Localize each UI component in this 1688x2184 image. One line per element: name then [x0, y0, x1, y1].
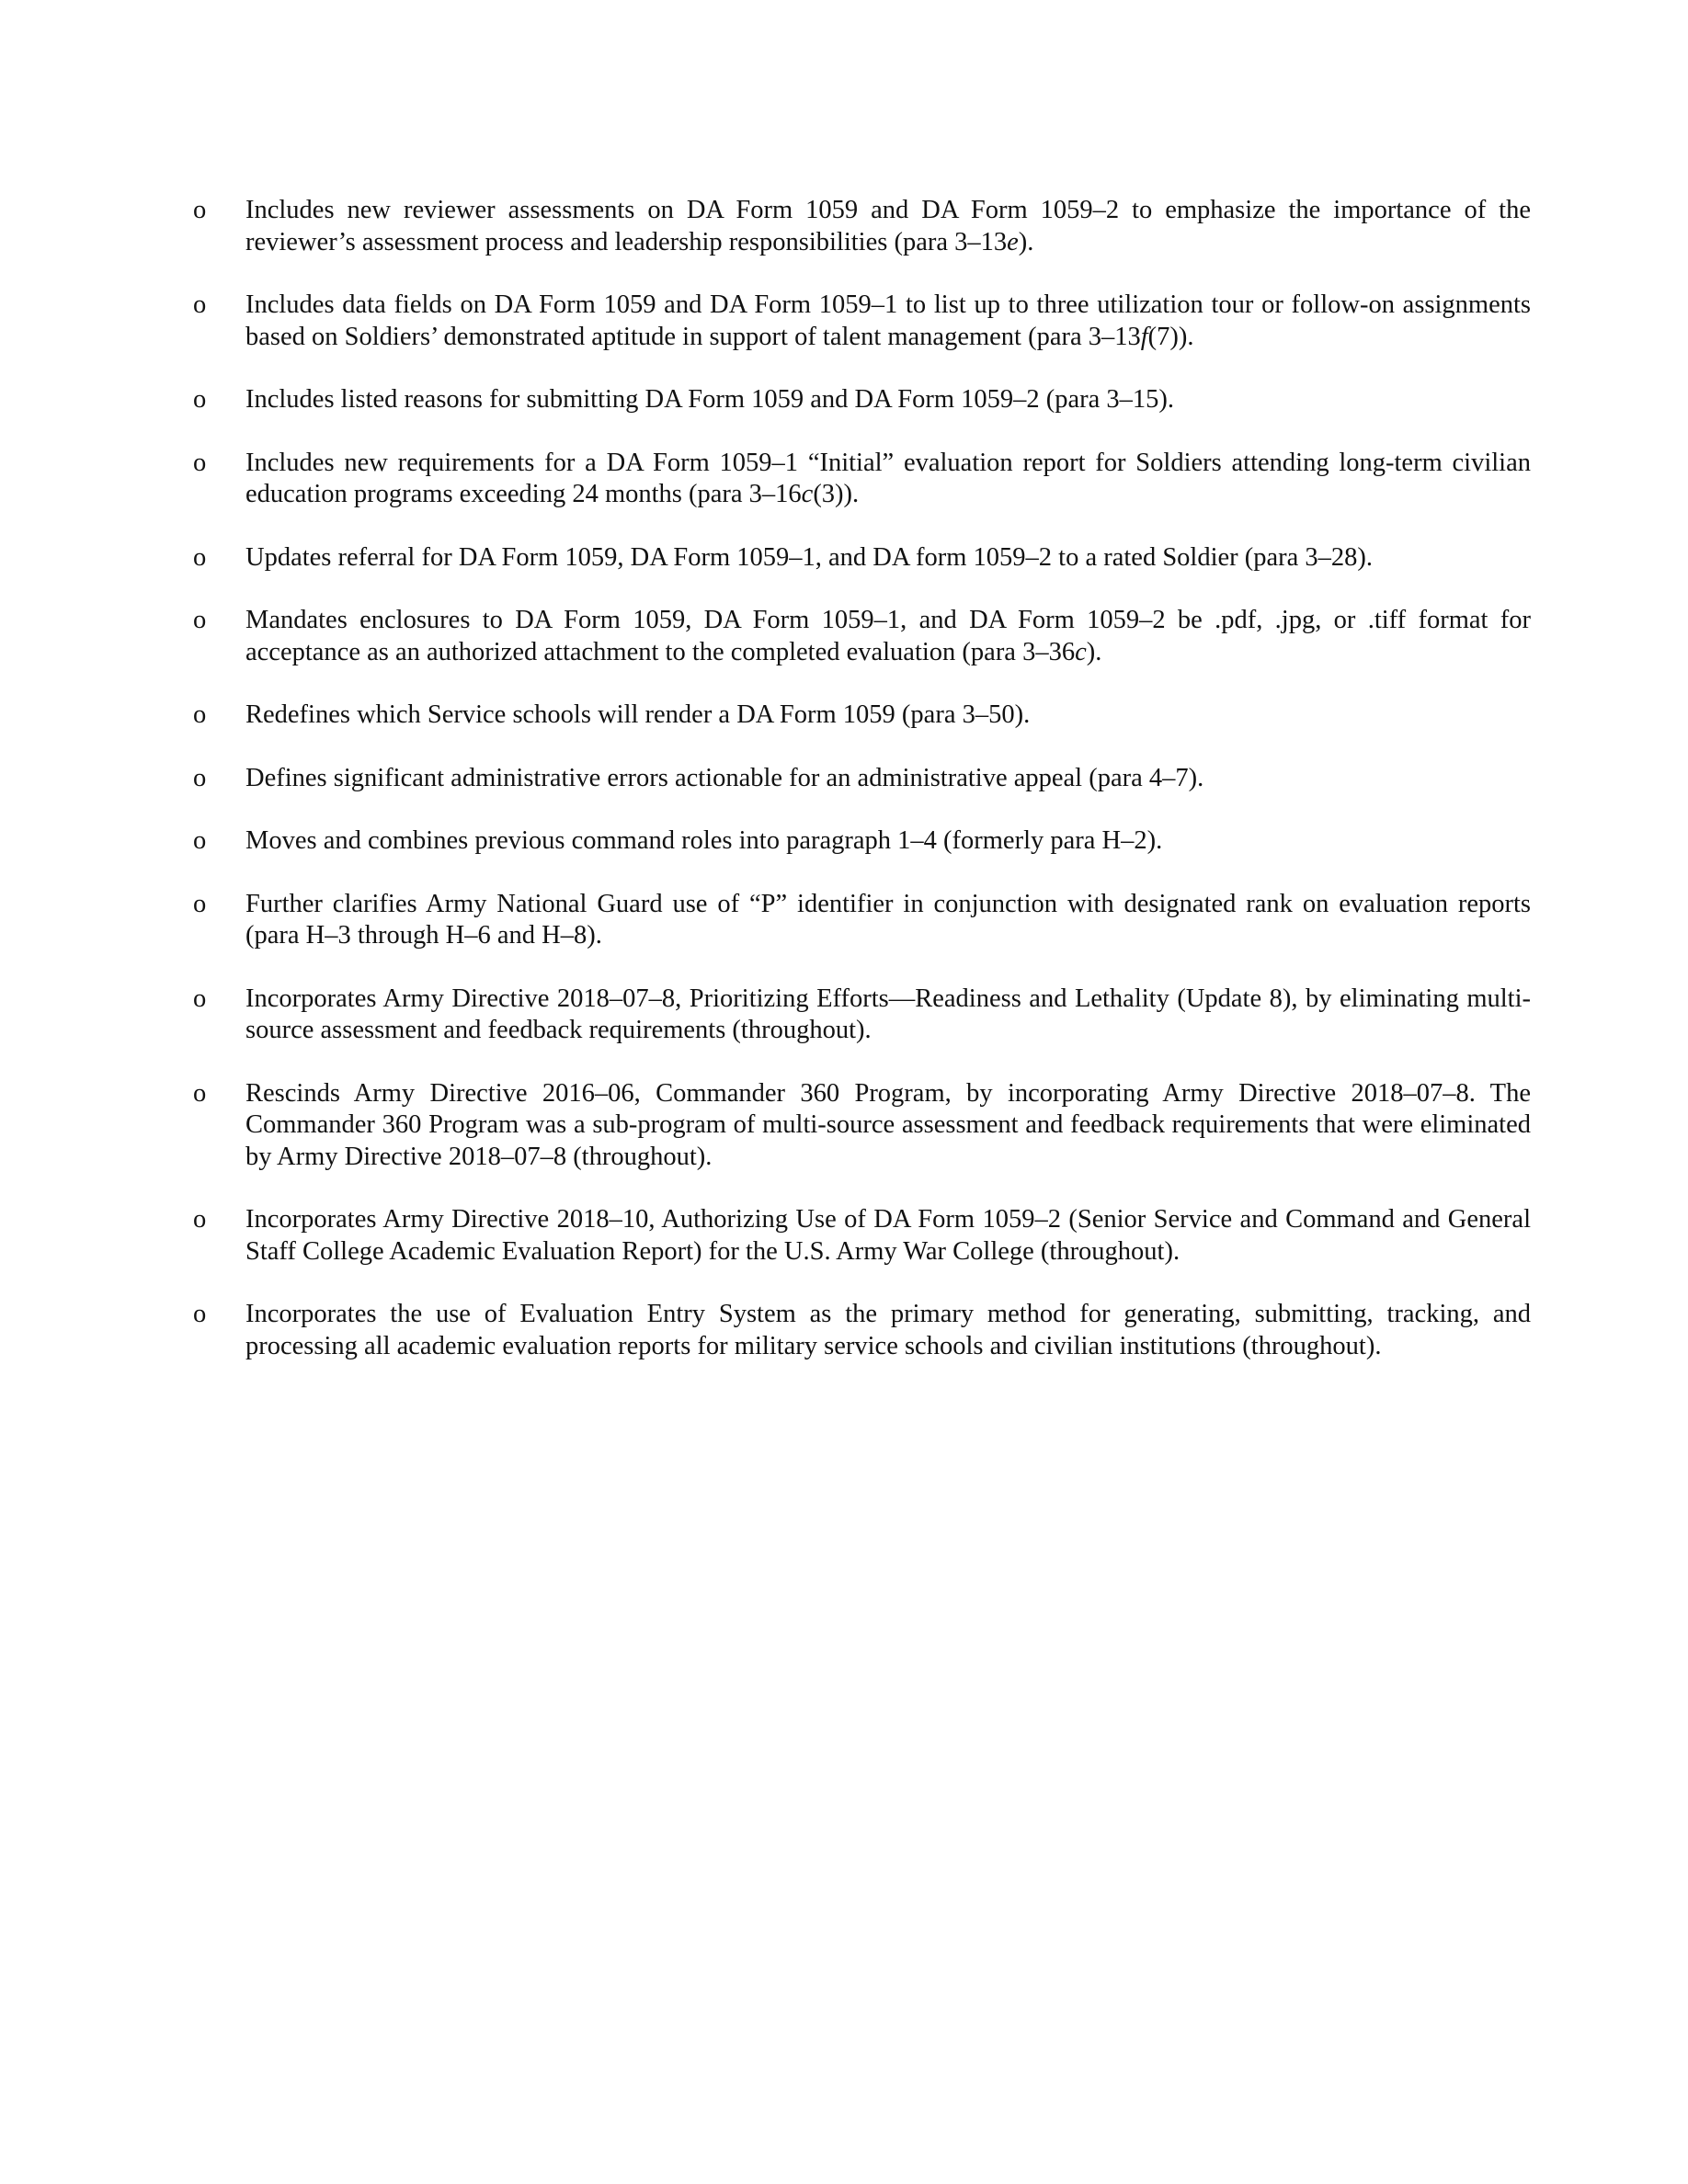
- text-run: Includes listed reasons for submitting DA Form 1059 and DA Form 1059–2 (para 3–15).: [245, 385, 1175, 414]
- list-item: [193, 1204, 1531, 1268]
- list-item-text: [245, 889, 1531, 952]
- list-item: [193, 1299, 1531, 1362]
- text-run: Rescinds Army Directive 2016–06, Commander 360 Program, by incorporating Army Directive 2018–07–8. The Commander 360 Program was a sub-program of multi-source assessment and feedback requirements that were eliminated by Army Directive 2018–07–8 (throughout).: [245, 1078, 1531, 1171]
- bullet-marker: o: [193, 1300, 207, 1328]
- bullet-marker: o: [193, 196, 207, 224]
- list-item: [193, 1078, 1531, 1174]
- bullet-marker: o: [193, 385, 207, 414]
- list-item: [193, 448, 1531, 511]
- text-run: (3)).: [813, 480, 860, 508]
- list-item: [193, 542, 1531, 574]
- italic-subparagraph-letter: c: [801, 480, 814, 508]
- italic-subparagraph-letter: f: [1140, 322, 1148, 351]
- summary-of-change-list: [193, 195, 1531, 1393]
- list-item: [193, 195, 1531, 258]
- text-run: Updates referral for DA Form 1059, DA Form 1059–1, and DA form 1059–2 to a rated Soldier (para 3–28).: [245, 542, 1374, 572]
- bullet-marker: o: [193, 448, 207, 477]
- text-run: ).: [1086, 637, 1102, 666]
- list-item: [193, 290, 1531, 353]
- text-run: (7)).: [1147, 322, 1194, 351]
- bullet-marker: o: [193, 290, 207, 319]
- bullet-marker: o: [193, 1078, 207, 1108]
- list-item-text: [245, 384, 1531, 416]
- list-item-text: [245, 195, 1531, 258]
- bullet-marker: o: [193, 984, 207, 1013]
- text-run: Moves and combines previous command roles into paragraph 1–4 (formerly para H–2).: [245, 826, 1163, 855]
- list-item-text: [245, 290, 1531, 353]
- text-run: ).: [1018, 227, 1034, 256]
- text-run: Includes new reviewer assessments on DA Form 1059 and DA Form 1059–2 to emphasize the importance of the reviewer’s assessment process and leadership responsibilities (para 3–13: [245, 196, 1531, 256]
- bullet-marker: o: [193, 606, 207, 634]
- text-run: Incorporates Army Directive 2018–07–8, Prioritizing Efforts—Readiness and Lethality (Update 8), by eliminating multi-source assessment and feedback requirements (throughout).: [245, 984, 1531, 1044]
- list-item-text: [245, 825, 1531, 858]
- text-run: Incorporates Army Directive 2018–10, Authorizing Use of DA Form 1059–2 (Senior Service and Command and General Staff College Academic Evaluation Report) for the U.S. Army War College (throughout).: [245, 1205, 1531, 1266]
- list-item: [193, 763, 1531, 795]
- list-item: [193, 889, 1531, 952]
- text-run: Further clarifies Army National Guard use of “P” identifier in conjunction with designated rank on evaluation reports (para H–3 through H–6 and H–8).: [245, 889, 1531, 950]
- list-item-text: [245, 984, 1531, 1047]
- text-run: Redefines which Service schools will render a DA Form 1059 (para 3–50).: [245, 700, 1031, 729]
- bullet-marker: o: [193, 1205, 207, 1234]
- text-run: Includes new requirements for a DA Form 1059–1 “Initial” evaluation report for Soldiers attending long-term civilian education programs exceeding 24 months (para 3–16: [245, 448, 1531, 508]
- bullet-marker: o: [193, 700, 207, 729]
- list-item-text: [245, 542, 1531, 574]
- list-item-text: [245, 700, 1531, 732]
- bullet-marker: o: [193, 542, 207, 572]
- italic-subparagraph-letter: c: [1075, 637, 1087, 666]
- text-run: Mandates enclosures to DA Form 1059, DA Form 1059–1, and DA Form 1059–2 be .pdf, .jpg, or .tiff format for acceptance as an authorized attachment to the completed evaluation (para 3–36: [245, 606, 1531, 666]
- list-item-text: [245, 1204, 1531, 1268]
- list-item-text: [245, 1078, 1531, 1174]
- list-item: [193, 384, 1531, 416]
- italic-subparagraph-letter: e: [1007, 227, 1019, 256]
- list-item: [193, 825, 1531, 858]
- list-item-text: [245, 1299, 1531, 1362]
- list-item-text: [245, 763, 1531, 795]
- bullet-marker: o: [193, 889, 207, 918]
- list-item-text: [245, 448, 1531, 511]
- text-run: Includes data fields on DA Form 1059 and DA Form 1059–1 to list up to three utilization tour or follow-on assignments based on Soldiers’ demonstrated aptitude in support of talent management (para 3–13: [245, 290, 1531, 351]
- list-item: [193, 700, 1531, 732]
- bullet-marker: o: [193, 826, 207, 855]
- list-item: [193, 984, 1531, 1047]
- text-run: Defines significant administrative errors actionable for an administrative appeal (para 4–7).: [245, 763, 1204, 792]
- list-item: [193, 605, 1531, 668]
- list-item-text: [245, 605, 1531, 668]
- bullet-marker: o: [193, 763, 207, 792]
- text-run: Incorporates the use of Evaluation Entry System as the primary method for generating, submitting, tracking, and processing all academic evaluation reports for military service schools and civilian institutions (throughout).: [245, 1300, 1531, 1360]
